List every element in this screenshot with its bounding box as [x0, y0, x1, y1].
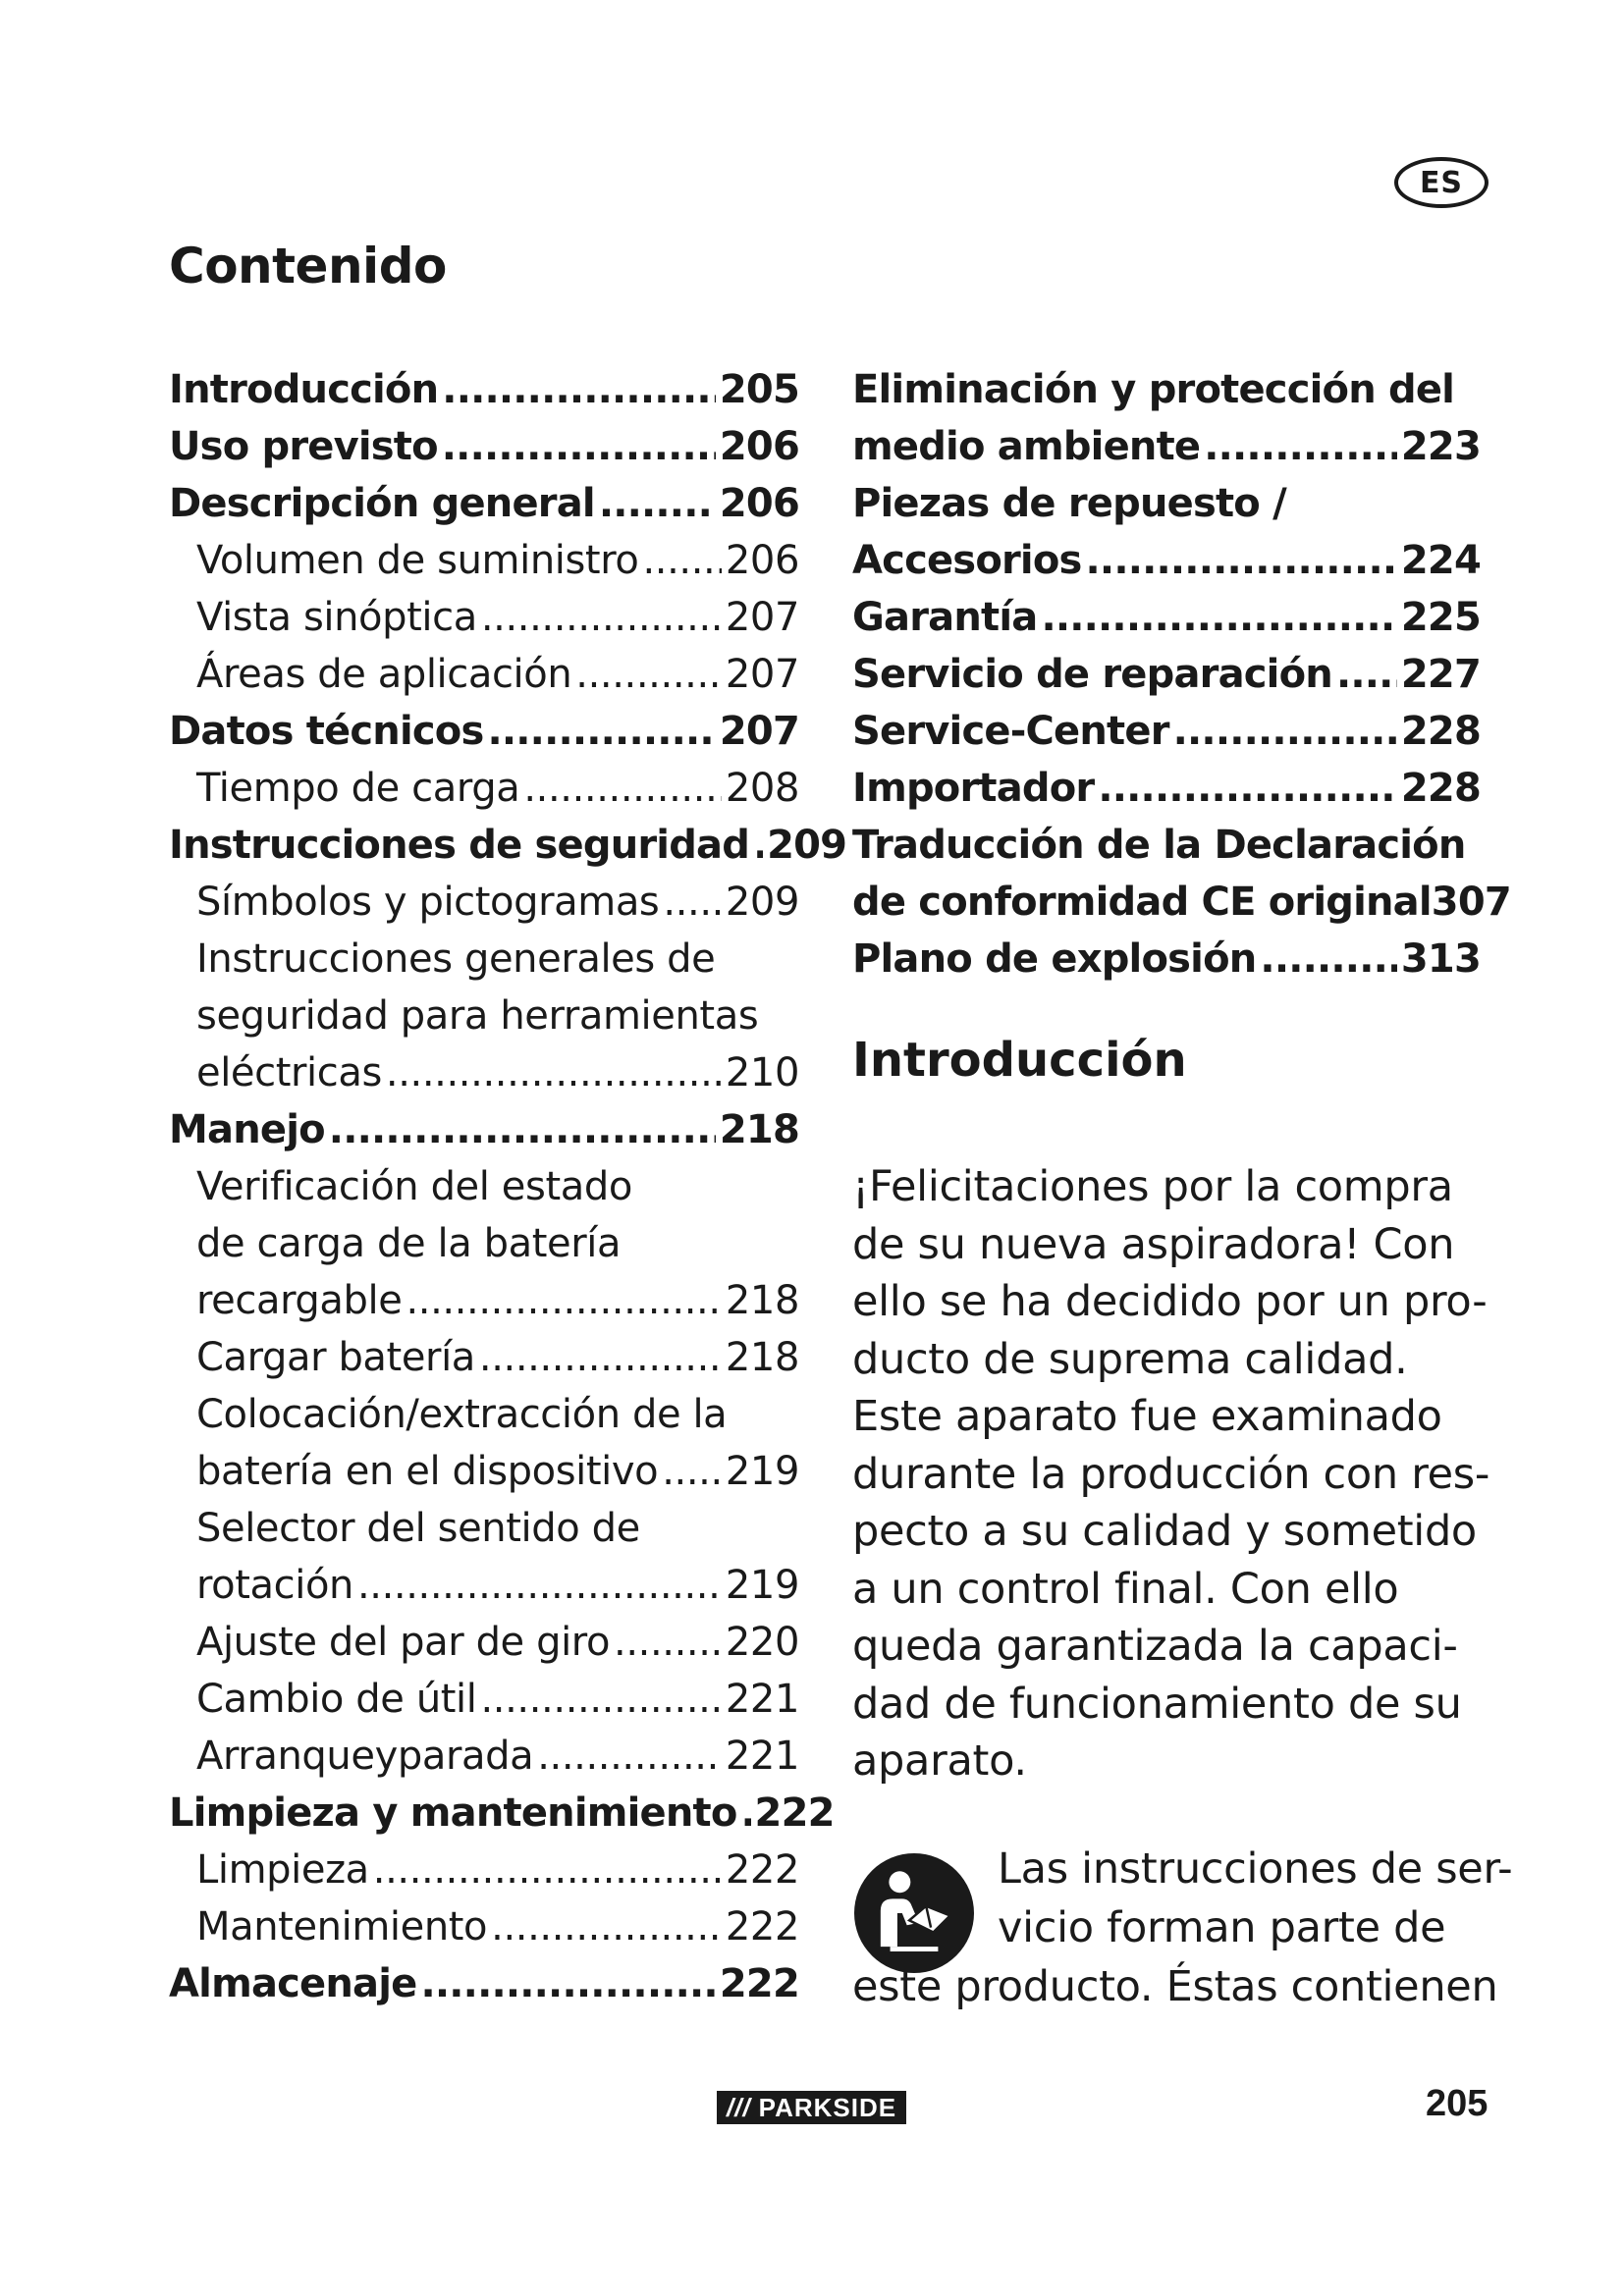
toc-dot-leader	[1204, 418, 1397, 475]
toc-dot-leader	[1336, 646, 1397, 703]
toc-dot-leader	[421, 1955, 716, 2012]
toc-entry-title: rotación	[196, 1563, 353, 1608]
toc-dot-leader	[741, 1785, 751, 1842]
toc-page-number: 223	[1400, 424, 1481, 469]
toc-right-column	[852, 361, 1511, 988]
toc-dot-leader	[373, 1842, 722, 1898]
brand-logo	[717, 2091, 906, 2124]
toc-entry	[169, 1557, 799, 1614]
toc-page-number: 221	[725, 1734, 799, 1779]
toc-entry	[169, 931, 799, 988]
toc-entry-title: Símbolos y pictogramas	[196, 880, 660, 925]
toc-entry-title: recargable	[196, 1278, 403, 1323]
brand-slashes: ///	[727, 2092, 751, 2122]
toc-entry	[169, 1671, 799, 1728]
toc-entry-title: Manejo	[169, 1107, 325, 1152]
toc-page-number: 205	[719, 367, 799, 412]
toc-entry	[169, 1614, 799, 1671]
toc-entry-title: batería en el dispositivo	[196, 1449, 659, 1494]
toc-entry-title: Limpieza	[196, 1847, 369, 1893]
intro-line: dad de funcionamiento de su	[852, 1679, 1462, 1729]
toc-left-column	[169, 361, 847, 2012]
toc-entry	[169, 475, 799, 532]
language-badge: ES	[1394, 157, 1489, 208]
toc-page-number: 219	[725, 1449, 799, 1494]
toc-entry-title: Verificación del estado	[196, 1164, 632, 1209]
toc-entry-title: Mantenimiento	[196, 1904, 488, 1949]
toc-entry	[852, 817, 1481, 874]
toc-entry-title: Piezas de repuesto /	[852, 481, 1286, 526]
intro-line: Este aparato fue examinado	[852, 1392, 1442, 1441]
toc-entry	[169, 760, 799, 817]
toc-page-number: 228	[1400, 766, 1481, 811]
toc-dot-leader	[663, 874, 721, 931]
toc-entry	[169, 1158, 799, 1215]
toc-entry	[852, 475, 1481, 532]
toc-entry-title: de carga de la batería	[196, 1221, 622, 1266]
toc-entry	[169, 1044, 799, 1101]
toc-entry	[852, 874, 1511, 931]
toc-dot-leader	[662, 1443, 722, 1500]
toc-entry	[169, 1272, 799, 1329]
toc-page-number: 224	[1400, 538, 1481, 583]
intro-line: pecto a su calidad y sometido	[852, 1507, 1477, 1556]
brand-name: PARKSIDE	[758, 2092, 897, 2122]
toc-page-number: 221	[725, 1677, 799, 1722]
toc-page-number: 222	[754, 1790, 835, 1836]
toc-dot-leader	[1260, 931, 1396, 988]
toc-entry-title: Almacenaje	[169, 1961, 417, 2006]
toc-dot-leader	[614, 1614, 722, 1671]
toc-page-number: 207	[719, 709, 799, 754]
toc-entry-title: Arranqueyparada	[196, 1734, 534, 1779]
toc-entry-title: Volumen de suministro	[196, 538, 639, 583]
toc-entry-title: Áreas de aplicación	[196, 652, 572, 697]
toc-dot-leader	[523, 760, 722, 817]
toc-page-number: 209	[725, 880, 799, 925]
toc-entry	[169, 361, 799, 418]
toc-dot-leader	[481, 589, 722, 646]
toc-entry-title: eléctricas	[196, 1050, 382, 1095]
toc-entry-title: Instrucciones de seguridad	[169, 823, 750, 868]
toc-entry-title: Instrucciones generales de	[196, 936, 716, 982]
intro-line: ello se ha decidido por un pro-	[852, 1277, 1488, 1326]
toc-page-number: 222	[719, 1961, 799, 2006]
toc-entry	[169, 703, 799, 760]
toc-entry	[852, 703, 1481, 760]
toc-entry	[852, 646, 1481, 703]
toc-entry	[169, 1329, 799, 1386]
toc-entry	[169, 1842, 799, 1898]
toc-page-number: 207	[725, 652, 799, 697]
toc-page-number: 208	[725, 766, 799, 811]
toc-page-number: 218	[725, 1335, 799, 1380]
toc-entry-title: Servicio de reparación	[852, 652, 1332, 697]
toc-entry-title: de conformidad CE original	[852, 880, 1432, 925]
toc-entry	[852, 532, 1481, 589]
toc-entry	[169, 646, 799, 703]
intro-line: de su nueva aspiradora! Con	[852, 1219, 1455, 1269]
toc-dot-leader	[357, 1557, 722, 1614]
toc-entry-title: seguridad para herramientas	[196, 993, 759, 1039]
toc-dot-leader	[329, 1101, 716, 1158]
intro-line: a un control final. Con ello	[852, 1564, 1399, 1614]
toc-page-number: 228	[1400, 709, 1481, 754]
toc-entry-title: Ajuste del par de giro	[196, 1620, 611, 1665]
toc-entry-title: Datos técnicos	[169, 709, 484, 754]
toc-entry-title: Cambio de útil	[196, 1677, 477, 1722]
intro-line: queda garantizada la capaci-	[852, 1622, 1458, 1671]
toc-dot-leader	[537, 1728, 722, 1785]
intro-line: durante la producción con res-	[852, 1449, 1490, 1499]
toc-page-number: 225	[1400, 595, 1481, 640]
toc-dot-leader	[1098, 760, 1397, 817]
intro-line: aparato.	[852, 1736, 1027, 1786]
toc-entry-title: Garantía	[852, 595, 1038, 640]
toc-entry-title: Service-Center	[852, 709, 1169, 754]
intro-paragraph	[852, 1158, 1500, 1790]
toc-entry-title: Importador	[852, 766, 1095, 811]
safety-note	[852, 1840, 1513, 2016]
toc-dot-leader	[642, 532, 721, 589]
toc-entry	[169, 418, 799, 475]
toc-page-number: 210	[725, 1050, 799, 1095]
page-number: 205	[1426, 2083, 1489, 2124]
toc-entry-title: Accesorios	[852, 538, 1082, 583]
toc-dot-leader	[487, 703, 715, 760]
toc-entry-title: Tiempo de carga	[196, 766, 520, 811]
toc-entry	[169, 1215, 799, 1272]
toc-entry	[169, 874, 799, 931]
toc-entry	[169, 1898, 799, 1955]
toc-entry-title: Eliminación y protección del	[852, 367, 1455, 412]
toc-entry-title: Introducción	[169, 367, 439, 412]
toc-entry-title: Selector del sentido de	[196, 1506, 640, 1551]
note-line: este producto. Éstas contienen	[852, 1962, 1498, 2011]
toc-entry-title: Plano de explosión	[852, 936, 1257, 982]
toc-page-number: 307	[1431, 880, 1511, 925]
toc-page-number: 219	[725, 1563, 799, 1608]
toc-entry-title: Cargar batería	[196, 1335, 475, 1380]
contents-title: Contenido	[169, 238, 447, 294]
toc-page-number: 220	[725, 1620, 799, 1665]
toc-entry-title: Uso previsto	[169, 424, 438, 469]
note-line: Las instrucciones de ser-	[998, 1844, 1513, 1894]
toc-entry	[852, 589, 1481, 646]
toc-page-number: 206	[725, 538, 799, 583]
toc-dot-leader	[1173, 703, 1397, 760]
note-line: vicio forman parte de	[998, 1903, 1446, 1952]
toc-entry-title: Descripción general	[169, 481, 595, 526]
toc-entry	[169, 1785, 835, 1842]
toc-page-number: 218	[719, 1107, 799, 1152]
toc-entry	[169, 1728, 799, 1785]
toc-entry	[169, 532, 799, 589]
toc-dot-leader	[480, 1671, 721, 1728]
toc-dot-leader	[753, 817, 763, 874]
toc-page-number: 206	[719, 481, 799, 526]
toc-dot-leader	[491, 1898, 722, 1955]
toc-dot-leader	[1086, 532, 1397, 589]
toc-entry	[852, 418, 1481, 475]
toc-dot-leader	[406, 1272, 721, 1329]
intro-line: ducto de suprema calidad.	[852, 1334, 1408, 1384]
toc-entry	[852, 931, 1481, 988]
toc-entry-title: Limpieza y mantenimiento	[169, 1790, 737, 1836]
toc-dot-leader	[442, 361, 716, 418]
toc-dot-leader	[386, 1044, 722, 1101]
toc-entry-title: Vista sinóptica	[196, 595, 477, 640]
toc-page-number: 206	[719, 424, 799, 469]
toc-page-number: 207	[725, 595, 799, 640]
toc-page-number: 227	[1400, 652, 1481, 697]
toc-page-number: 313	[1400, 936, 1481, 982]
toc-entry-title: medio ambiente	[852, 424, 1201, 469]
toc-entry	[169, 817, 847, 874]
toc-entry	[169, 1500, 799, 1557]
toc-page-number: 222	[725, 1904, 799, 1949]
toc-dot-leader	[575, 646, 722, 703]
toc-entry	[852, 361, 1481, 418]
toc-dot-leader	[599, 475, 716, 532]
toc-entry	[169, 1443, 799, 1500]
toc-dot-leader	[442, 418, 716, 475]
toc-entry	[852, 760, 1481, 817]
intro-line: ¡Felicitaciones por la compra	[852, 1162, 1453, 1211]
toc-entry	[169, 988, 799, 1044]
toc-entry	[169, 1386, 799, 1443]
toc-entry	[169, 1955, 799, 2012]
toc-page-number: 218	[725, 1278, 799, 1323]
toc-dot-leader	[1041, 589, 1396, 646]
toc-page-number: 222	[725, 1847, 799, 1893]
toc-entry	[169, 589, 799, 646]
toc-entry-title: Traducción de la Declaración	[852, 823, 1466, 868]
toc-entry	[169, 1101, 799, 1158]
toc-entry-title: Colocación/extracción de la	[196, 1392, 728, 1437]
intro-heading: Introducción	[852, 1033, 1187, 1088]
toc-dot-leader	[479, 1329, 722, 1386]
toc-page-number: 209	[767, 823, 847, 868]
